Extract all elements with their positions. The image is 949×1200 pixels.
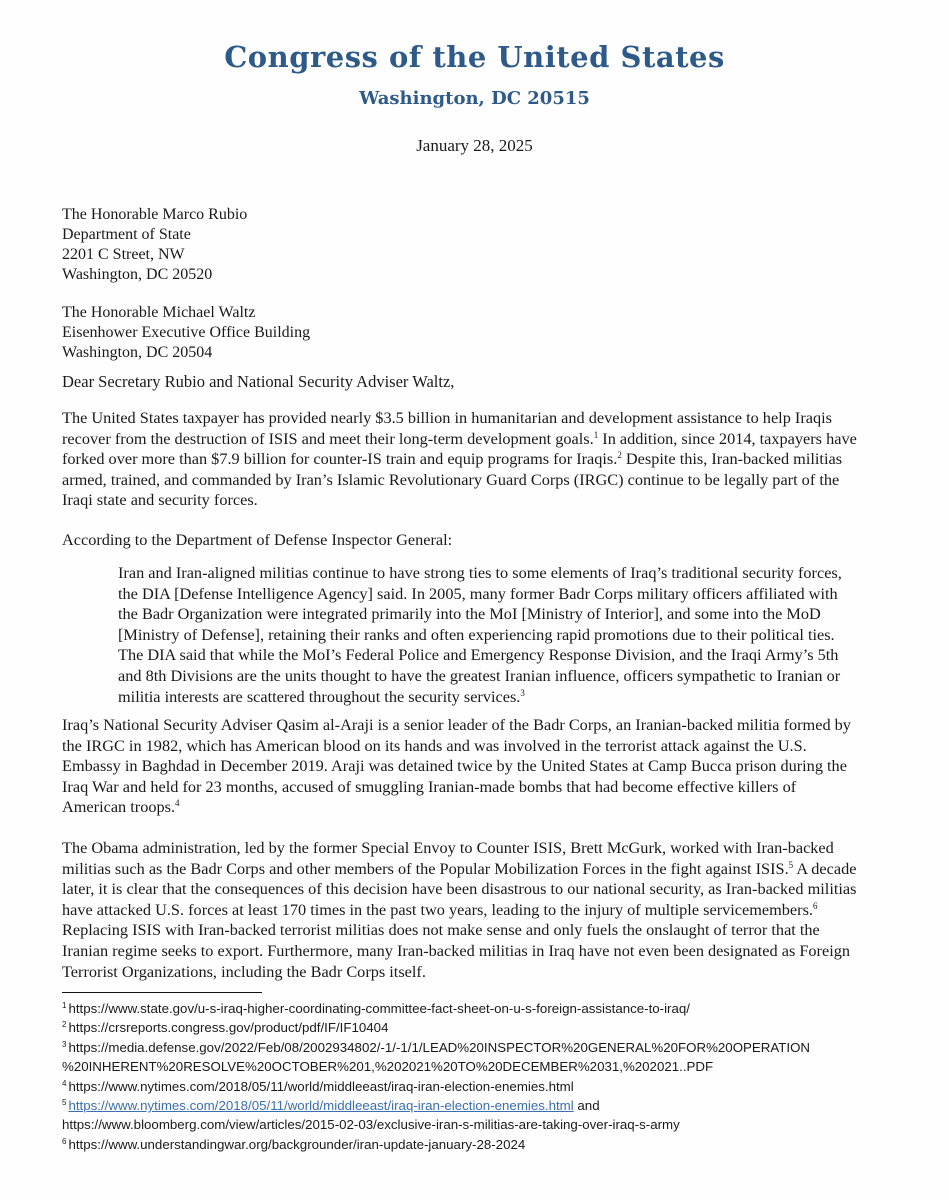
text-line: Iran and Iran-aligned militias continue to have strong ties to some elements of Iraq’s traditional security forces, — [118, 563, 842, 582]
letterhead-subtitle: Washington, DC 20515 — [359, 88, 590, 109]
footnote-2: $^2$ https://crsreports.congress.gov/product/pdf/IF/IF10404 — [62, 1020, 389, 1036]
footnote-mark: 1 — [593, 429, 599, 440]
text-line: the Badr Organization were integrated primarily into the MoI [Ministry of Interior], and some into the MoD — [118, 604, 821, 624]
address-line: The Honorable Michael Waltz — [62, 304, 256, 321]
text-line: The United States taxpayer has provided nearly $3.5 billion in humanitarian and development assistance to help Iraqis — [62, 408, 832, 427]
text-line: the IRGC in 1982, which has American blood on its hands and was involved in the terrorist attack against the U.S. — [62, 735, 807, 755]
footnote-mark: 5 — [788, 859, 794, 870]
footnote-mark: 2 — [617, 450, 622, 461]
text-line: Iraqi state and security forces. — [62, 490, 258, 510]
footnote-mark: 6 — [812, 900, 818, 911]
text-line: later, it is clear that the consequences of this decision have been disastrous to our national security, as Iran-backed militias — [62, 879, 857, 899]
address-line: 2201 C Street, NW — [62, 246, 185, 263]
footnote-1: $^1$ https://www.state.gov/u-s-iraq-higher-coordinating-committee-fact-sheet-on-u-s-foreign-assistance-to-iraq/ — [62, 1001, 690, 1016]
text-line: militia interests are scattered throughout the security services.$^3$ — [118, 686, 525, 706]
footnote-mark: 4 — [175, 798, 180, 809]
text-line: Iranian regime seeks to export. Furthermore, many Iran-backed militias in Iraq have not even been designated as Foreign — [62, 940, 851, 960]
footnote-divider — [62, 992, 262, 993]
text-line: the DIA [Defense Intelligence Agency] said. In 2005, many former Badr Corps military officers affiliated with — [118, 583, 838, 603]
paragraph-obama-admin — [62, 838, 892, 982]
text-line: Replacing ISIS with Iran-backed terrorist militias does not make sense and only fuels the onslaught of terror that the — [62, 920, 820, 940]
paragraph-funding — [62, 408, 892, 511]
footnote-3-continued: %20INHERENT%20RESOLVE%20OCTOBER%201,%202021%20TO%20DECEMBER%2031,%202021..PDF — [62, 1059, 714, 1075]
footnotes — [62, 999, 922, 1154]
footnote-4: $^4$ https://www.nytimes.com/2018/05/11/world/middleeast/iraq-iran-election-enemies.html — [62, 1078, 574, 1094]
address-line: Eisenhower Executive Office Building — [62, 324, 311, 341]
text-line: armed, trained, and commanded by Iran’s Islamic Revolutionary Guard Corps (IRGC) continue to be legally part of the — [62, 469, 840, 489]
footnote-5-link[interactable]: https://www.nytimes.com/2018/05/11/world/middleeast/iraq-iran-election-enemies.html — [68, 1098, 574, 1114]
footnote-mark: 3 — [520, 687, 525, 698]
letter-date: January 28, 2025 — [416, 136, 533, 155]
text-line: Iraq’s National Security Adviser Qasim al-Araji is a senior leader of the Badr Corps, an Iranian-backed militia formed by — [62, 715, 851, 734]
block-quote-dod-ig — [118, 563, 908, 707]
letterhead-title: Congress of the United States — [224, 40, 725, 74]
paragraph-intro-quote: According to the Department of Defense Inspector General: — [62, 530, 453, 549]
footnote-5-continued: https://www.bloomberg.com/view/articles/2015-02-03/exclusive-iran-s-militias-are-taking-over-iraq-s-army — [62, 1117, 680, 1133]
address-line: The Honorable Marco Rubio — [62, 206, 248, 223]
address-line: Department of State — [62, 226, 191, 243]
text-line: forked over more than $7.9 billion for counter-IS train and equip programs for Iraqis.$^2$ Despite this, Iran-backed militias — [62, 449, 843, 469]
footnote-5: $^5$ https://www.nytimes.com/2018/05/11/world/middleeast/iraq-iran-election-enemies.html and — [62, 1098, 600, 1114]
text-line: Iraq War and held for 23 months, accused of smuggling Iranian-made bombs that had become effective killers of — [62, 776, 797, 796]
text-line: American troops.$^4$ — [62, 797, 180, 817]
footnote-3: $^3$ https://media.defense.gov/2022/Feb/08/2002934802/-1/-1/1/LEAD%20INSPECTOR%20GENERAL%20FOR%20OPERATION — [62, 1039, 811, 1055]
salutation: Dear Secretary Rubio and National Security Adviser Waltz, — [62, 372, 455, 391]
text-line: Embassy in Baghdad in December 2019. Araji was detained twice by the United States at Camp Bucca prison during the — [62, 756, 847, 776]
address-line: Washington, DC 20520 — [62, 266, 213, 283]
text-line: The DIA said that while the MoI’s Federal Police and Emergency Response Division, and the Iraqi Army’s 5th — [118, 645, 839, 665]
text-line: have attacked U.S. forces at least 170 times in the past two years, leading to the injury of multiple servicemembers.$^6$ — [62, 899, 818, 919]
text-line: The Obama administration, led by the former Special Envoy to Counter ISIS, Brett McGurk, worked with Iran-backed — [62, 838, 834, 857]
text-line: and 8th Divisions are the units thought to have the greatest Iranian influence, officers sympathetic to Iranian or — [118, 665, 841, 685]
recipient-address-rubio — [62, 205, 247, 285]
text-line: militias such as the Badr Corps and other members of the Popular Mobilization Forces in the fight against ISIS.$^5$ A decade — [62, 858, 857, 878]
paragraph-araji — [62, 715, 892, 818]
address-line: Washington, DC 20504 — [62, 344, 213, 361]
text-line: Terrorist Organizations, including the Badr Corps itself. — [62, 961, 426, 981]
recipient-address-waltz — [62, 303, 310, 363]
text-line: [Ministry of Defense], retaining their ranks and often experiencing rapid promotions due to their political ties. — [118, 624, 835, 644]
footnote-6: $^6$ https://www.understandingwar.org/backgrounder/iran-update-january-28-2024 — [62, 1136, 526, 1152]
text-line: recover from the destruction of ISIS and meet their long-term development goals.$^1$ In addition, since 2014, taxpayers have — [62, 428, 857, 448]
